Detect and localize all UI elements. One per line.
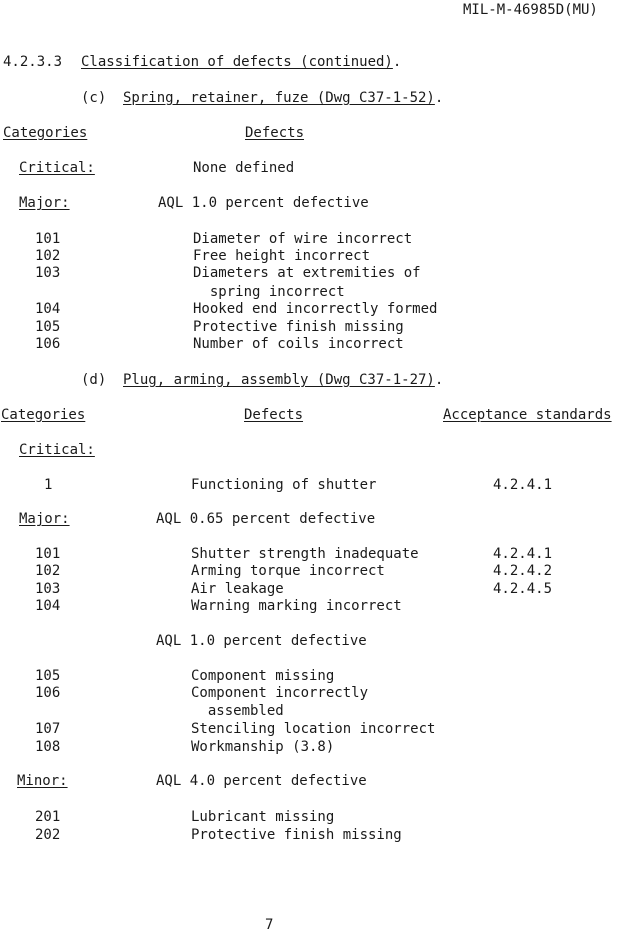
table-row: Shutter strength inadequate [191, 546, 419, 562]
section-title: Classification of defects (continued) [81, 54, 393, 70]
table-row: Component missing [191, 668, 335, 684]
table-row: Number of coils incorrect [193, 336, 404, 352]
part-d-minor-aql: AQL 4.0 percent defective [156, 773, 367, 789]
part-c-col-defects: Defects [245, 125, 305, 141]
table-row: 1 [44, 477, 53, 493]
table-row: 104 [35, 301, 61, 317]
part-c-major-label: Major: [19, 195, 70, 211]
table-row: spring incorrect [193, 284, 345, 300]
table-row: 103 [35, 581, 61, 597]
table-row: 101 [35, 546, 61, 562]
table-row: assembled [191, 703, 284, 719]
part-d-heading [123, 372, 443, 388]
table-row: 201 [35, 809, 61, 825]
table-row: 106 [35, 336, 61, 352]
table-row: Protective finish missing [193, 319, 404, 335]
section-title-period: . [392, 54, 402, 70]
table-row: Diameters at extremities of [193, 265, 421, 281]
part-c-heading [123, 90, 443, 106]
part-d-title: Plug, arming, assembly (Dwg C37-1-27) [123, 372, 435, 388]
table-row: 104 [35, 598, 61, 614]
part-d-title-period: . [434, 372, 444, 388]
part-c-critical-text: None defined [193, 160, 295, 176]
part-d-major-aql-2: AQL 1.0 percent defective [156, 633, 367, 649]
part-c-major-aql: AQL 1.0 percent defective [158, 195, 369, 211]
table-row: 106 [35, 685, 61, 701]
part-c-col-categories: Categories [3, 125, 88, 141]
part-d-col-standards: Acceptance standards [443, 407, 612, 423]
part-d-major-aql-1: AQL 0.65 percent defective [156, 511, 376, 527]
part-d-critical-label: Critical: [19, 442, 95, 458]
part-d-label: (d) [81, 372, 107, 388]
part-c-title: Spring, retainer, fuze (Dwg C37-1-52) [123, 90, 435, 106]
table-row: Functioning of shutter [191, 477, 377, 493]
document-number: MIL-M-46985D(MU) [463, 2, 598, 18]
table-row: Warning marking incorrect [191, 598, 402, 614]
part-c-label: (c) [81, 90, 107, 106]
part-d-major-label: Major: [19, 511, 70, 527]
table-row: Protective finish missing [191, 827, 402, 843]
table-row: 107 [35, 721, 61, 737]
table-row: Hooked end incorrectly formed [193, 301, 438, 317]
table-row: 102 [35, 563, 61, 579]
table-row: 103 [35, 265, 61, 281]
table-row: Stenciling location incorrect [191, 721, 436, 737]
table-row: 101 [35, 231, 61, 247]
table-row: Workmanship (3.8) [191, 739, 335, 755]
part-d-minor-label: Minor: [17, 773, 68, 789]
table-row: 105 [35, 668, 61, 684]
table-row: 4.2.4.5 [493, 581, 553, 597]
part-c-title-period: . [434, 90, 444, 106]
table-row: Component incorrectly [191, 685, 369, 701]
part-d-col-defects: Defects [244, 407, 304, 423]
table-row: 4.2.4.1 [493, 477, 553, 493]
page-number: 7 [265, 917, 274, 933]
section-heading [81, 54, 401, 70]
table-row: Diameter of wire incorrect [193, 231, 413, 247]
table-row: Lubricant missing [191, 809, 335, 825]
section-number: 4.2.3.3 [3, 54, 63, 70]
part-d-col-categories: Categories [1, 407, 86, 423]
table-row: 4.2.4.2 [493, 563, 553, 579]
part-c-critical-label: Critical: [19, 160, 95, 176]
table-row: Free height incorrect [193, 248, 371, 264]
table-row: 108 [35, 739, 61, 755]
table-row: 202 [35, 827, 61, 843]
table-row: 102 [35, 248, 61, 264]
table-row: 105 [35, 319, 61, 335]
table-row: Air leakage [191, 581, 284, 597]
table-row: 4.2.4.1 [493, 546, 553, 562]
table-row: Arming torque incorrect [191, 563, 385, 579]
